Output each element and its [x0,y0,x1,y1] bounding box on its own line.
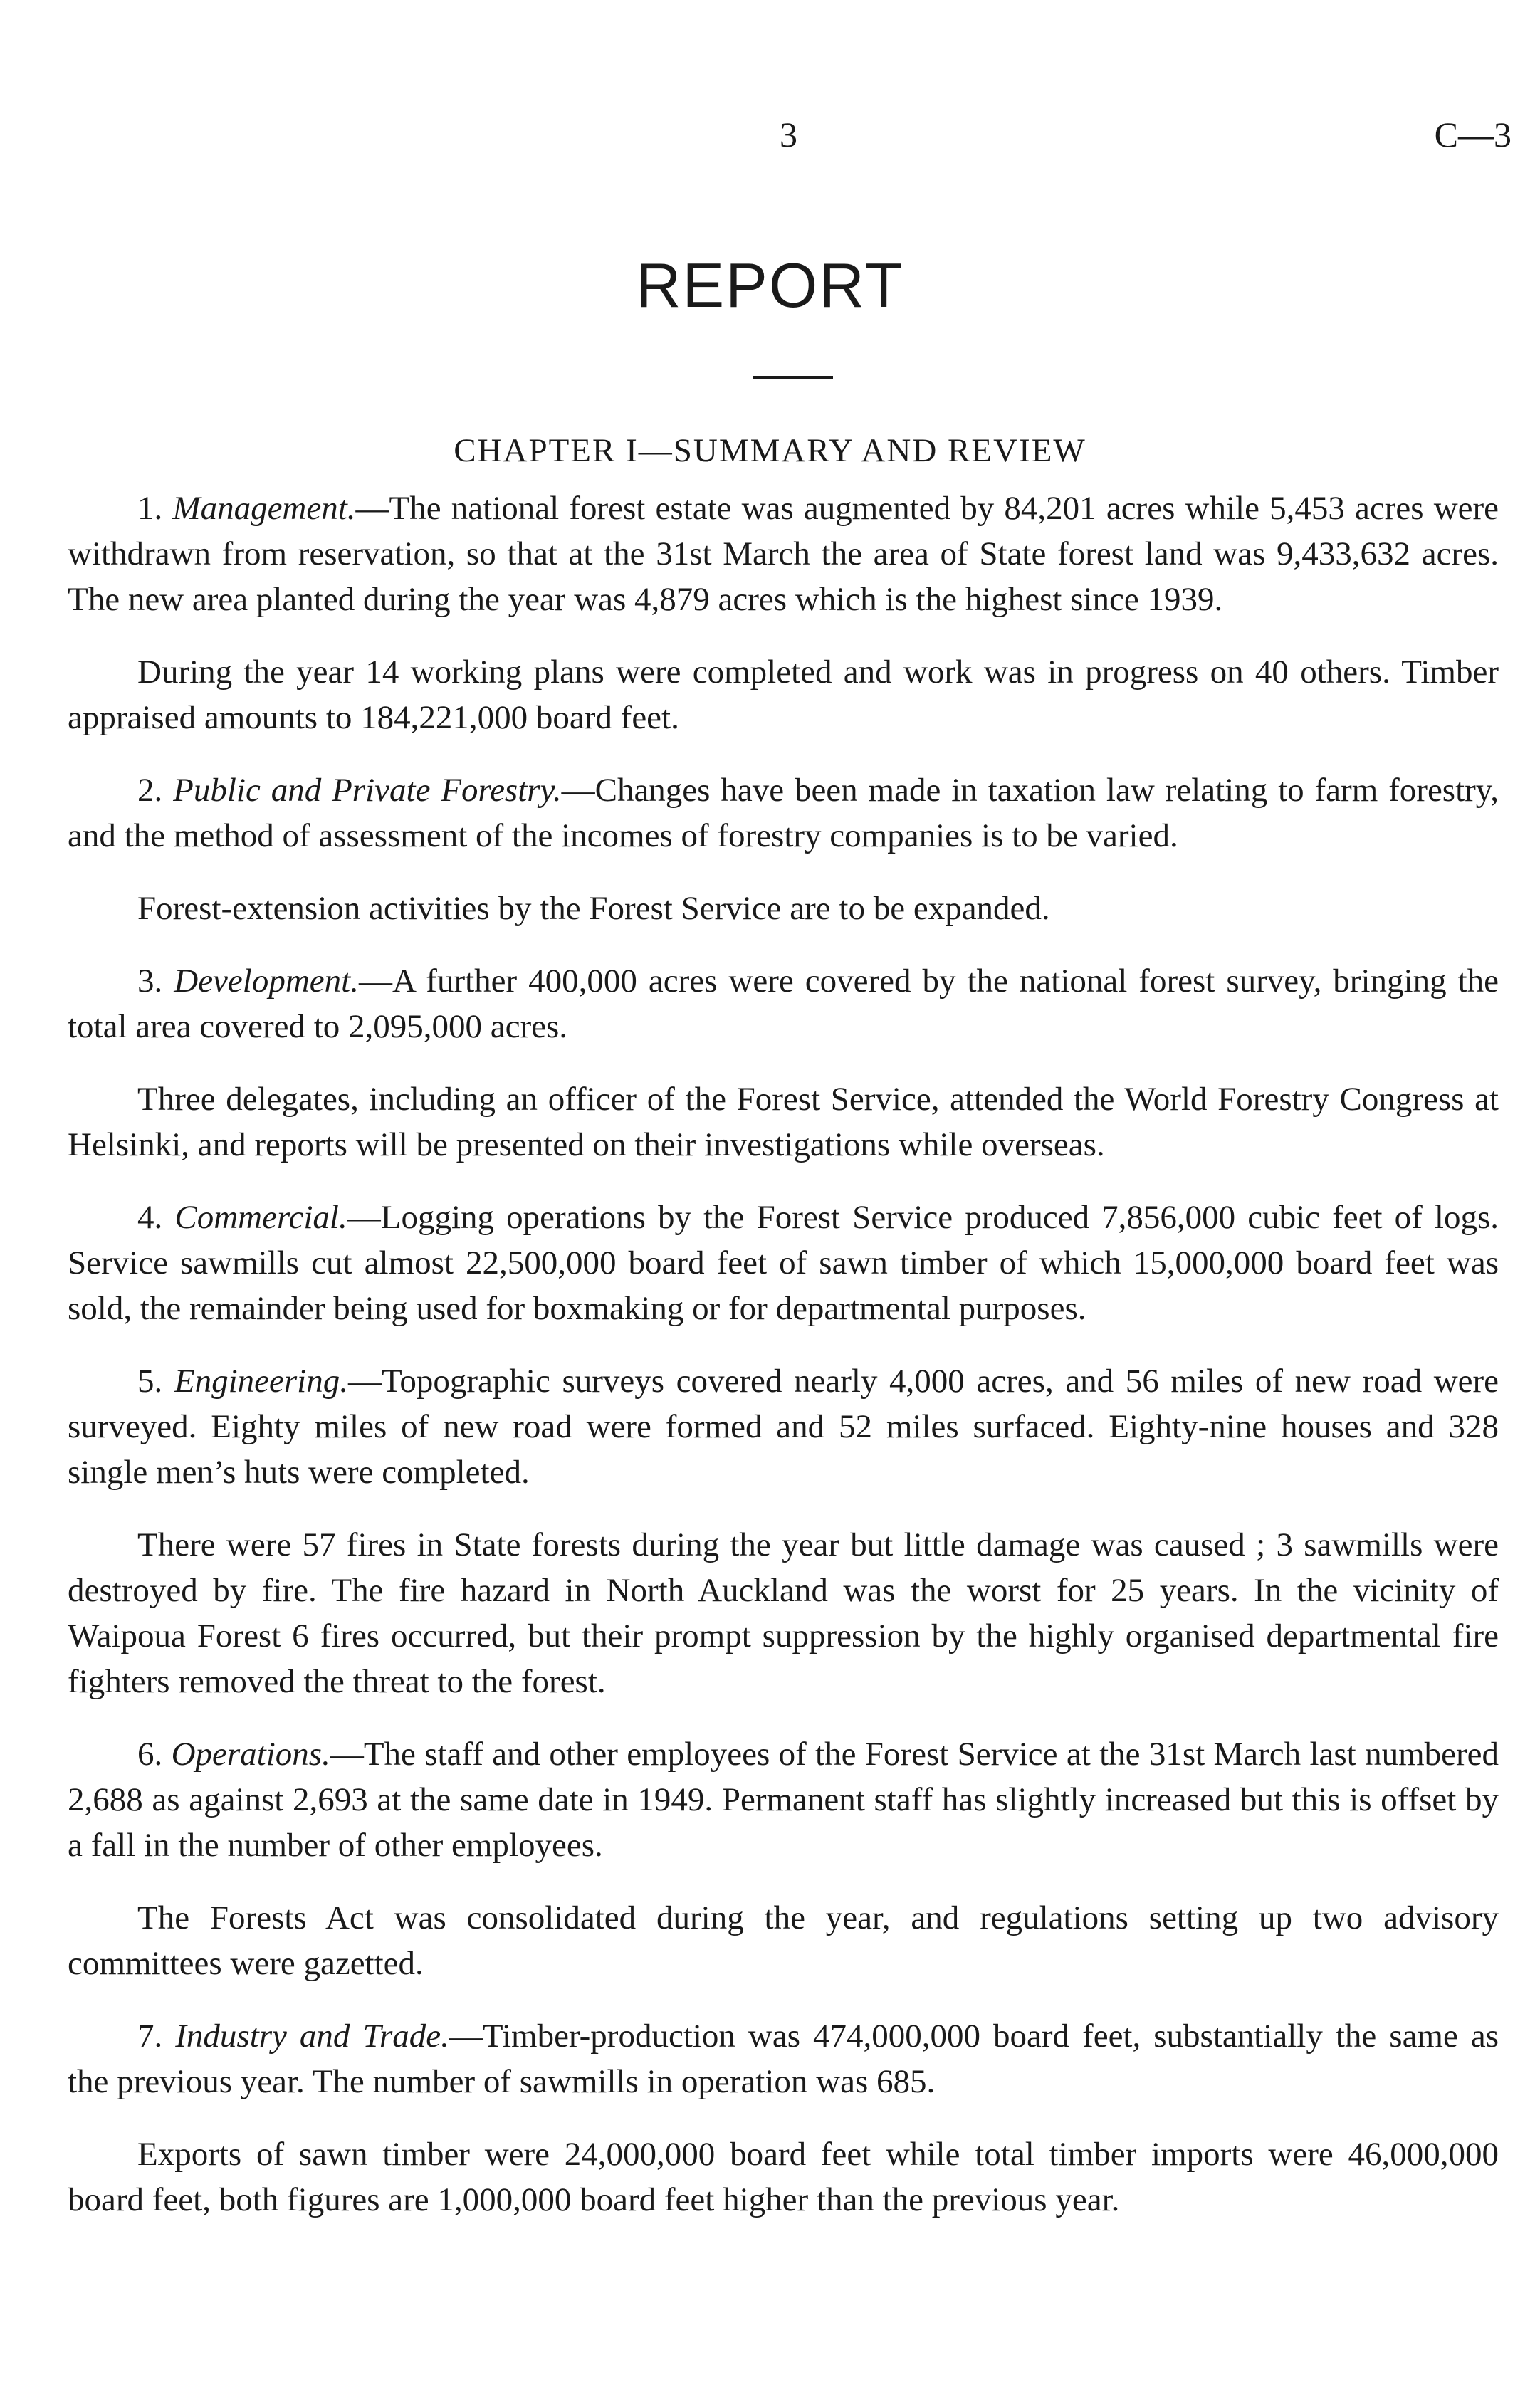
section-heading: Development. [174,963,359,1000]
series-reference: C—3 [1434,115,1512,154]
paragraph-text: —Topographic surveys covered nearly 4,000 acres, and 56 miles of new road were surveyed. Eighty miles of new road were formed and 52 miles surfaced. Eighty-nine houses and 328 single men’s huts were completed. [68,1363,1499,1491]
paragraph-forests-act [68,1895,1499,1986]
section-heading: Operations. [171,1736,330,1773]
page-number: 3 [780,115,797,154]
paragraph-fires [68,1522,1499,1704]
section-number: 2. [137,772,163,809]
title-divider [753,376,833,379]
section-number: 5. [137,1363,163,1400]
paragraph-development [68,958,1499,1049]
report-body [68,486,1499,2223]
section-heading: Engineering. [174,1363,348,1400]
paragraph-text: —Timber-production was 474,000,000 board feet, substantially the same as the previous year. The number of sawmills in operation was 685. [68,2018,1499,2100]
paragraph-text: During the year 14 working plans were completed and work was in progress on 40 others. Timber appraised amounts to 184,221,000 board feet. [68,654,1499,736]
section-number: 1. [137,490,163,527]
section-number: 7. [137,2018,163,2055]
report-title: REPORT [635,250,905,320]
paragraph-text: —A further 400,000 acres were covered by the national forest survey, bringing the total area covered to 2,095,000 acres. [68,963,1499,1045]
paragraph-working-plans [68,649,1499,740]
paragraph-text: —Changes have been made in taxation law relating to farm forestry, and the method of assessment of the incomes of forestry companies is to be varied. [68,772,1499,854]
paragraph-exports [68,2131,1499,2223]
paragraph-industry-trade [68,2013,1499,2104]
section-heading: Management. [172,490,356,527]
paragraph-commercial [68,1195,1499,1331]
paragraph-public-private-forestry [68,767,1499,859]
paragraph-management [68,486,1499,622]
paragraph-text: Exports of sawn timber were 24,000,000 board feet while total timber imports were 46,000,000 board feet, both figures are 1,000,000 board feet higher than the previous year. [68,2136,1499,2218]
chapter-heading: CHAPTER I—SUMMARY AND REVIEW [454,432,1086,469]
paragraph-text: —Logging operations by the Forest Service produced 7,856,000 cubic feet of logs. Service sawmills cut almost 22,500,000 board feet of sawn timber of which 15,000,000 board feet was sold, the remainder being used for boxmaking or for departmental purposes. [68,1199,1499,1327]
paragraph-engineering [68,1358,1499,1495]
section-number: 4. [137,1199,163,1236]
section-heading: Industry and Trade. [175,2018,449,2055]
paragraph-text: —The national forest estate was augmented by 84,201 acres while 5,453 acres were withdrawn from reservation, so that at the 31st March the area of State forest land was 9,433,632 acres. The new area planted during the year was 4,879 acres which is the highest since 1939. [68,490,1499,618]
section-heading: Commercial. [174,1199,347,1236]
section-number: 3. [137,963,163,1000]
paragraph-forest-extension [68,886,1499,931]
paragraph-text: The Forests Act was consolidated during the year, and regulations setting up two advisory committees were gazetted. [68,1899,1499,1982]
paragraph-text: There were 57 fires in State forests during the year but little damage was caused ; 3 sawmills were destroyed by fire. The fire hazard in North Auckland was the worst for 25 years. In the vicinity of Waipoua Forest 6 fires occurred, but their prompt suppression by the highly organised departmental fire fighters removed the threat to the forest. [68,1526,1499,1700]
section-heading: Public and Private Forestry. [173,772,562,809]
paragraph-text: —The staff and other employees of the Forest Service at the 31st March last numbered 2,688 as against 2,693 at the same date in 1949. Permanent staff has slightly increased but this is offset by a fall in the number of other employees. [68,1736,1499,1864]
paragraph-delegates [68,1076,1499,1168]
paragraph-text: Three delegates, including an officer of the Forest Service, attended the World Forestry Congress at Helsinki, and reports will be presented on their investigations while overseas. [68,1081,1499,1163]
paragraph-text: Forest-extension activities by the Forest Service are to be expanded. [137,890,1050,927]
paragraph-operations [68,1731,1499,1868]
section-number: 6. [137,1736,163,1773]
